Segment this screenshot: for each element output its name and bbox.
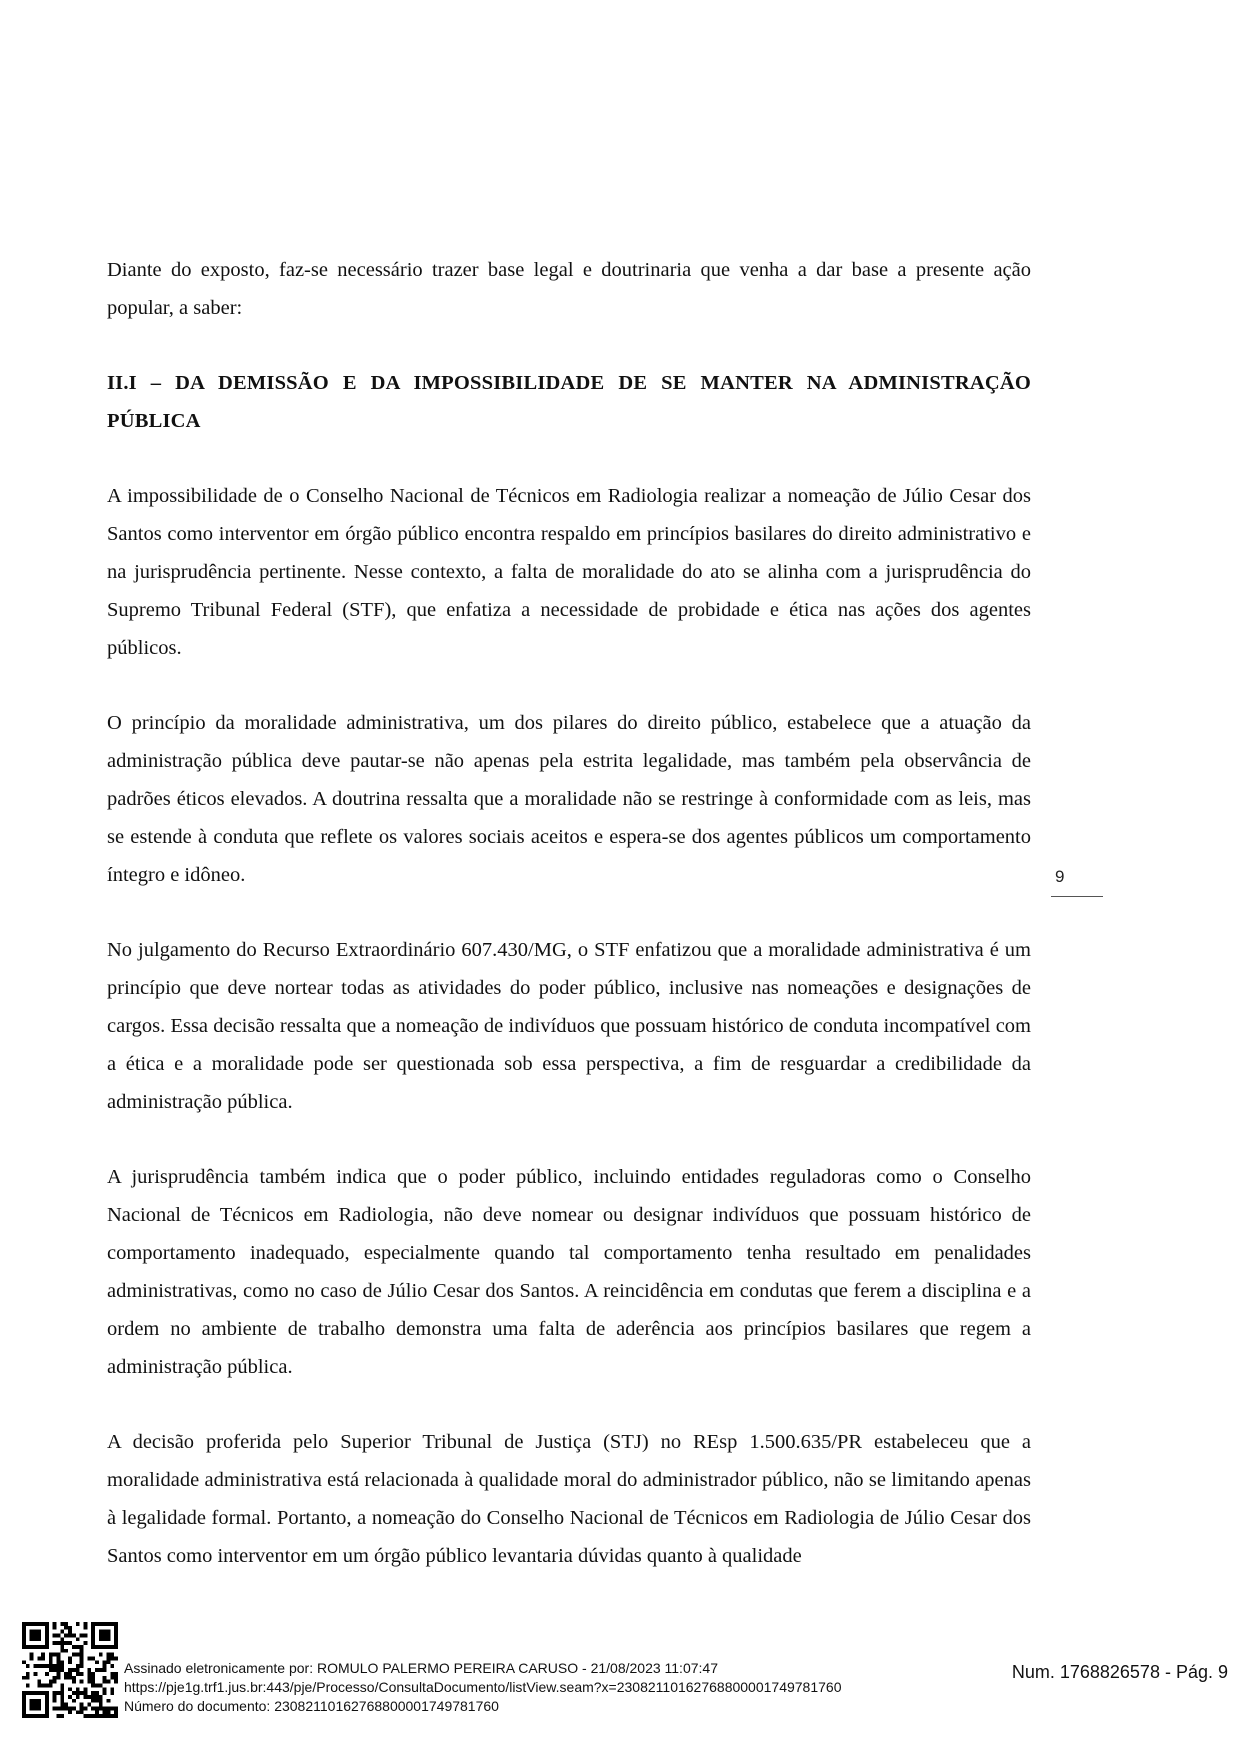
paragraph: O princípio da moralidade administrativa, um dos pilares do direito público, estabelece que a atuação da administração pública deve pautar-se não apenas pela estrita legalidade, mas também pela observância de padrões éticos elevados. A doutrina ressalta que a moralidade não se restringe à conformidade com as leis, mas se estende à conduta que reflete os valores sociais aceitos e espera-se dos agentes públicos um comportamento íntegro e idôneo. xyxy=(107,712,1031,886)
paragraph: No julgamento do Recurso Extraordinário 607.430/MG, o STF enfatizou que a moralidade administrativa é um princípio que deve nortear todas as atividades do poder público, inclusive nas nomeações e designações de cargos. Essa decisão ressalta que a nomeação de indivíduos que possuam histórico de conduta incompatível com a ética e a moralidade pode ser questionada sob essa perspectiva, a fim de resguardar a credibilidade da administração pública. xyxy=(107,939,1031,1113)
document-url[interactable]: https://pje1g.trf1.jus.br:443/pje/Processo/ConsultaDocumento/listView.seam?x=23082110162768800001749781760 xyxy=(124,1679,842,1695)
paragraph: A jurisprudência também indica que o poder público, incluindo entidades reguladoras como o Conselho Nacional de Técnicos em Radiologia, não deve nomear ou designar indivíduos que possuam histórico de comportamento inadequado, especialmente quando tal comportamento tenha resultado em penalidades administrativas, como no caso de Júlio Cesar dos Santos. A reincidência em condutas que ferem a disciplina e a ordem no ambiente de trabalho demonstra uma falta de aderência aos princípios basilares que regem a administração pública. xyxy=(107,1166,1031,1378)
num-page-label: Num. 1768826578 - Pág. 9 xyxy=(1011,1662,1228,1682)
document-body xyxy=(107,251,1031,1612)
page-number-rule xyxy=(1051,896,1103,897)
signature-line: Assinado eletronicamente por: ROMULO PALERMO PEREIRA CARUSO - 21/08/2023 11:07:47 xyxy=(124,1660,718,1676)
document-number: Número do documento: 23082110162768800001749781760 xyxy=(124,1698,499,1714)
qr-code-icon xyxy=(22,1622,118,1718)
margin-page-number: 9 xyxy=(1055,867,1065,886)
paragraph: A decisão proferida pelo Superior Tribunal de Justiça (STJ) no REsp 1.500.635/PR estabeleceu que a moralidade administrativa está relacionada à qualidade moral do administrador público, não se limitando apenas à legalidade formal. Portanto, a nomeação do Conselho Nacional de Técnicos em Radiologia de Júlio Cesar dos Santos como interventor em um órgão público levantaria dúvidas quanto à qualidade xyxy=(107,1431,1031,1567)
paragraph: A impossibilidade de o Conselho Nacional de Técnicos em Radiologia realizar a nomeação de Júlio Cesar dos Santos como interventor em órgão público encontra respaldo em princípios basilares do direito administrativo e na jurisprudência pertinente. Nesse contexto, a falta de moralidade do ato se alinha com a jurisprudência do Supremo Tribunal Federal (STF), que enfatiza a necessidade de probidade e ética nas ações dos agentes públicos. xyxy=(107,485,1031,659)
signature-block xyxy=(124,1659,842,1716)
paragraph: Diante do exposto, faz-se necessário trazer base legal e doutrinaria que venha a dar base a presente ação popular, a saber: xyxy=(107,259,1031,319)
section-heading: II.I – DA DEMISSÃO E DA IMPOSSIBILIDADE DE SE MANTER NA ADMINISTRAÇÃO PÚBLICA xyxy=(107,372,1031,432)
